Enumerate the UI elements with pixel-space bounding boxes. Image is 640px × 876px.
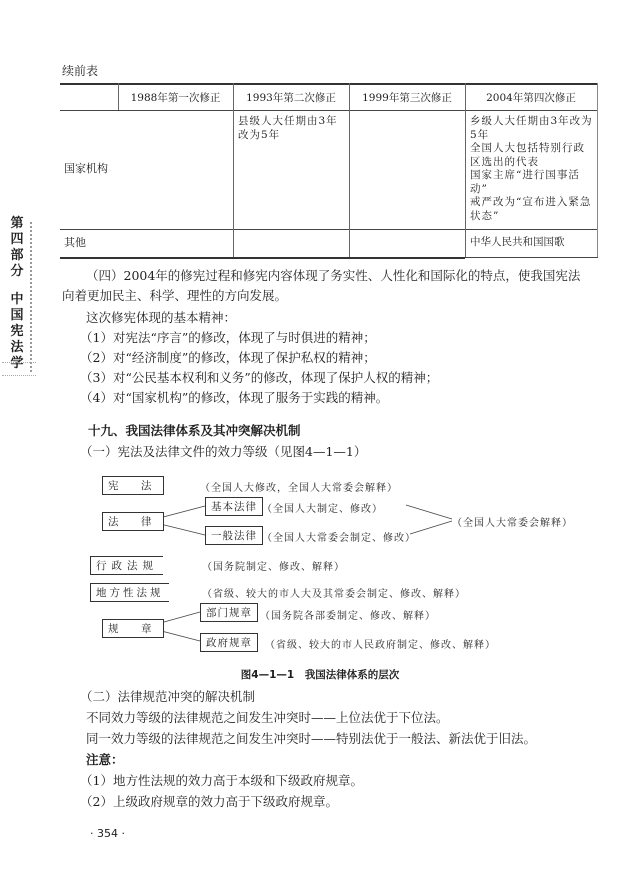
box-rules: 规 章 — [102, 619, 164, 638]
conflict-rule: 同一效力等级的法律规范之间发生冲突时——特别法优于一般法、新法优于旧法。 — [86, 731, 537, 746]
row-label-other: 其他 — [64, 236, 86, 249]
amendment-item: 戒严改为“宣布进入紧急状态” — [470, 196, 592, 222]
spirit-item: （1）对宪法“序言”的修改，体现了与时俱进的精神； — [80, 330, 376, 345]
side-tab-subject: 中国宪法学 — [10, 292, 24, 371]
box-constitution: 宪 法 — [102, 476, 164, 495]
note-government-rules: （省级、较大的市人民政府制定、修改、解释） — [265, 640, 496, 651]
continued-table-label: 续前表 — [62, 64, 99, 78]
note-departmental-rules: （国务院各部委制定、修改、解释） — [260, 611, 436, 622]
box-local-regulations: 地方性法规 — [90, 583, 169, 602]
subsection-heading: （一）宪法及法律文件的效力等级（见图4—1—1） — [80, 444, 367, 459]
spirit-item: （3）对“公民基本权利和义务”的修改，体现了保护人权的精神； — [80, 370, 439, 385]
note-item: （2）上级政府规章的效力高于下级政府规章。 — [80, 794, 338, 809]
section-heading: 十九、我国法律体系及其冲突解决机制 — [88, 423, 301, 438]
note-label: 注意： — [86, 752, 124, 767]
spirit-item: （4）对“国家机构”的修改，体现了服务于实践的精神。 — [80, 390, 389, 405]
header-1993: 1993年第二次修正 — [246, 92, 336, 104]
figure-caption: 图4—1—1 我国法律体系的层次 — [240, 669, 400, 681]
amendment-item: 乡级人大任期由3年改为5年 — [470, 115, 593, 141]
amendment-item: 国家主席“进行国事活动” — [470, 169, 580, 195]
note-law-interpretation: （全国人大常委会解释） — [452, 518, 573, 529]
box-basic-law: 基本法律 — [205, 497, 263, 516]
row-label-state-organs: 国家机构 — [64, 162, 108, 175]
cell-2004-other: 中华人民共和国国歌 — [470, 236, 565, 248]
note-item: （1）地方性法规的效力高于本级和下级政府规章。 — [80, 773, 363, 788]
note-administrative-regulations: （国务院制定、修改、解释） — [202, 562, 345, 573]
header-2004: 2004年第四次修正 — [486, 92, 576, 104]
section-four-paragraph: （四）2004年的修宪过程和修宪内容体现了务实性、人性化和国际化的特点，使我国宪法向着更加民主、科学、理性的方向发展。 — [62, 268, 581, 303]
box-departmental-rules: 部门规章 — [200, 603, 258, 622]
subsection-heading: （二）法律规范冲突的解决机制 — [80, 689, 256, 704]
connector-line — [406, 505, 452, 519]
box-general-law: 一般法律 — [205, 526, 263, 545]
amendment-item: 全国人大包括特别行政区选出的代表 — [470, 142, 585, 168]
conflict-rule: 不同效力等级的法律规范之间发生冲突时——上位法优于下位法。 — [86, 710, 449, 725]
cell-1993-state-organs: 县级人大任期由3年改为5年 — [238, 115, 338, 141]
spirit-intro: 这次修宪体现的基本精神： — [86, 310, 237, 325]
page-number: · 354 · — [90, 827, 125, 840]
box-administrative-regulations: 行政法规 — [90, 556, 163, 575]
note-general-law: （全国人大常委会制定、修改） — [262, 533, 416, 544]
note-basic-law: （全国人大制定、修改） — [262, 504, 383, 515]
spirit-item: （2）对“经济制度”的修改，体现了保护私权的精神； — [80, 350, 376, 365]
box-law: 法 律 — [102, 512, 164, 531]
side-tab-part: 第四部分 — [10, 216, 24, 279]
box-government-rules: 政府规章 — [200, 633, 258, 652]
header-1988: 1988年第一次修正 — [130, 92, 221, 104]
connector-line — [410, 521, 452, 534]
header-1999: 1999年第三次修正 — [362, 92, 452, 104]
note-constitution: （全国人大修改，全国人大常委会解释） — [200, 483, 398, 494]
note-local-regulations: （省级、较大的市人大及其常委会制定、修改、解释） — [202, 589, 466, 600]
